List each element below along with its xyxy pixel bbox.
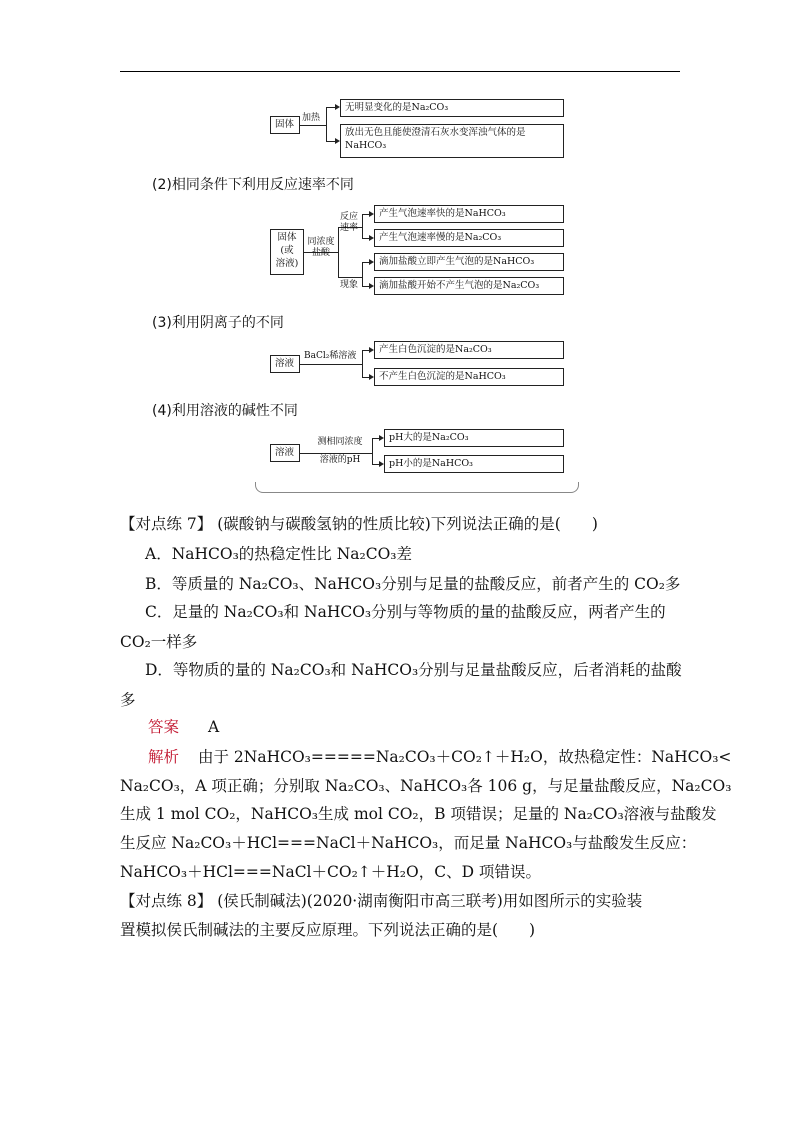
analysis-line4: 生反应 Na₂CO₃＋HCl===NaCl＋NaHCO₃，而足量 NaHCO₃与盐酸发生反应： [120, 834, 697, 852]
delayed-bubble-box: 滴加盐酸开始不产生气泡的是Na₂CO₃ [374, 277, 564, 295]
sub-branch-bottom [362, 262, 363, 286]
solution-box: 溶液 [270, 355, 300, 373]
ph-label-line2: 溶液的pH [319, 455, 361, 465]
answer-value: A [208, 718, 220, 736]
phenomenon-label: 现象 [340, 280, 359, 290]
main-branch [338, 227, 339, 277]
rate-line1: 反应 [340, 212, 359, 222]
analysis-line1: 由于 2NaHCO₃=====Na₂CO₃＋CO₂↑＋H₂O，故热稳定性：NaHCO₃< [198, 748, 732, 766]
q7-option-a: A．NaHCO₃的热稳定性比 Na₂CO₃差 [145, 545, 413, 563]
branch-line [372, 438, 373, 464]
same-conc-acid-label [306, 237, 336, 259]
no-precipitate-box: 不产生白色沉淀的是NaHCO₃ [374, 368, 564, 386]
solid-solution-line2: (或 [280, 245, 294, 256]
q7-option-d-line1: D．等物质的量的 Na₂CO₃和 NaHCO₃分别与足量盐酸反应，后者消耗的盐酸 [145, 661, 682, 679]
gas-release-line1: 放出无色且能使澄清石灰水变浑浊气体的是 [345, 127, 526, 138]
no-change-box: 无明显变化的是Na₂CO₃ [340, 99, 564, 117]
connector-line [300, 364, 362, 365]
solid-box: 固体 [270, 116, 300, 134]
heading-reaction-rate: (2)相同条件下利用反应速率不同 [152, 177, 354, 193]
slow-rate-box: 产生气泡速率慢的是Na₂CO₃ [374, 229, 564, 247]
q8-line2: 置模拟侯氏制碱法的主要反应原理。下列说法正确的是( ) [120, 921, 536, 939]
fast-rate-box: 产生气泡速率快的是NaHCO₃ [374, 205, 564, 223]
q7-option-c-line2: CO₂一样多 [120, 633, 198, 651]
q7-option-d-line2: 多 [120, 691, 136, 709]
branch-line [362, 350, 363, 377]
section-bracket [255, 482, 579, 493]
low-ph-box: pH小的是NaHCO₃ [384, 455, 564, 473]
answer-label: 答案 [148, 718, 180, 736]
solid-solution-line3: 溶液) [275, 258, 299, 269]
high-ph-box: pH大的是Na₂CO₃ [384, 429, 564, 447]
edge-line2: 盐酸 [311, 248, 330, 258]
ph-label [310, 437, 370, 465]
analysis-line2: Na₂CO₃，A 项正确；分别取 Na₂CO₃、NaHCO₃各 106 g，与足量盐酸反应，Na₂CO₃ [120, 777, 732, 795]
header-rule [120, 71, 680, 72]
solid-solution-line1: 固体 [277, 232, 297, 243]
solid-solution-box [270, 229, 304, 275]
q7-option-c-line1: C．足量的 Na₂CO₃和 NaHCO₃分别与等物质的量的盐酸反应，两者产生的 [145, 603, 666, 621]
solution-box: 溶液 [270, 444, 300, 462]
branch-line [326, 107, 327, 141]
main-branch-bottom [338, 277, 362, 278]
gas-release-box [340, 124, 564, 158]
q8-line1: 【对点练 8】 (侯氏制碱法)(2020·湖南衡阳市高三联考)用如图所示的实验装 [120, 892, 643, 910]
heading-anion: (3)利用阴离子的不同 [152, 315, 284, 331]
connector-line [300, 125, 326, 126]
white-precipitate-box: 产生白色沉淀的是Na₂CO₃ [374, 341, 564, 359]
q7-option-b: B．等质量的 Na₂CO₃、NaHCO₃分别与足量的盐酸反应，前者产生的 CO₂多 [145, 575, 681, 593]
analysis-label: 解析 [148, 748, 180, 766]
sub-branch-top [362, 214, 363, 238]
immediate-bubble-box: 滴加盐酸立即产生气泡的是NaHCO₃ [374, 253, 564, 271]
rate-line2: 速率 [340, 223, 359, 233]
heating-label: 加热 [302, 113, 321, 123]
analysis-line3: 生成 1 mol CO₂，NaHCO₃生成 mol CO₂，B 项错误；足量的 Na₂CO₃溶液与盐酸发 [120, 805, 717, 823]
edge-line1: 同浓度 [307, 237, 335, 247]
q7-stem: 【对点练 7】 (碳酸钠与碳酸氢钠的性质比较)下列说法正确的是( ) [120, 515, 598, 533]
heading-alkalinity: (4)利用溶液的碱性不同 [152, 403, 298, 419]
rate-label [340, 212, 358, 234]
analysis-line5: NaHCO₃＋HCl===NaCl＋CO₂↑＋H₂O，C、D 项错误。 [120, 863, 541, 881]
ph-label-line1: 测相同浓度 [317, 437, 363, 447]
gas-release-line2: NaHCO₃ [345, 140, 387, 151]
bacl2-label: BaCl₂稀溶液 [304, 351, 357, 361]
